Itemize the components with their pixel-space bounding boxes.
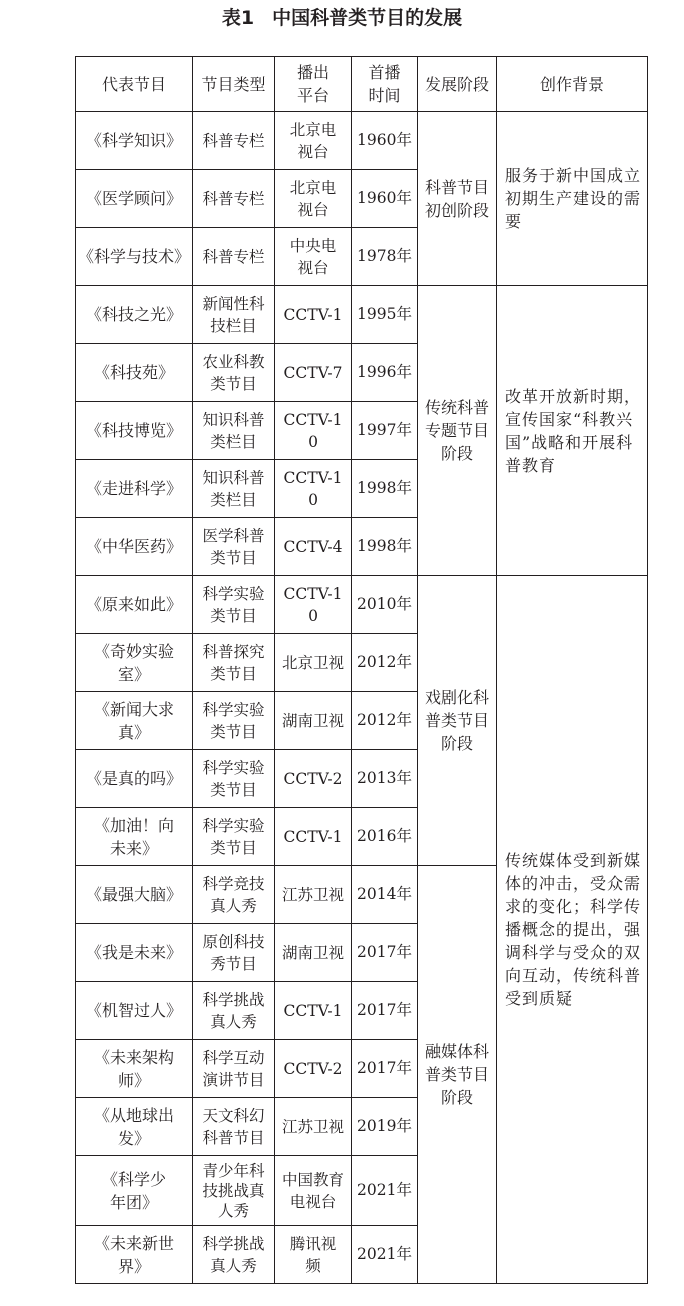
platform-cell: 中央电视台 bbox=[275, 228, 352, 286]
program-cell: 《科技之光》 bbox=[76, 286, 193, 344]
platform-cell: 湖南卫视 bbox=[275, 924, 352, 982]
program-cell: 《中华医药》 bbox=[76, 518, 193, 576]
type-cell: 青少年科技挑战真人秀 bbox=[193, 1156, 275, 1226]
platform-cell: CCTV-10 bbox=[275, 402, 352, 460]
background-cell: 改革开放新时期，宣传国家“科教兴国”战略和开展科普教育 bbox=[497, 286, 648, 576]
program-cell: 《科技博览》 bbox=[76, 402, 193, 460]
type-cell: 科普探究类节目 bbox=[193, 634, 275, 692]
background-cell: 传统媒体受到新媒体的冲击，受众需求的变化；科学传播概念的提出，强调科学与受众的双向互动，传统科普受到质疑 bbox=[497, 576, 648, 1284]
background-cell: 服务于新中国成立初期生产建设的需要 bbox=[497, 112, 648, 286]
type-cell: 科学竞技真人秀 bbox=[193, 866, 275, 924]
program-table bbox=[75, 56, 648, 1284]
year-cell: 1998年 bbox=[352, 460, 418, 518]
program-cell: 《科学知识》 bbox=[76, 112, 193, 170]
header-background: 创作背景 bbox=[497, 57, 648, 112]
program-cell: 《原来如此》 bbox=[76, 576, 193, 634]
program-cell: 《奇妙实验室》 bbox=[76, 634, 193, 692]
platform-cell: 江苏卫视 bbox=[275, 1098, 352, 1156]
header-program: 代表节目 bbox=[76, 57, 193, 112]
platform-cell: CCTV-7 bbox=[275, 344, 352, 402]
type-cell: 天文科幻科普节目 bbox=[193, 1098, 275, 1156]
year-cell: 2012年 bbox=[352, 692, 418, 750]
platform-cell: CCTV-10 bbox=[275, 460, 352, 518]
year-cell: 2017年 bbox=[352, 1040, 418, 1098]
year-cell: 2021年 bbox=[352, 1226, 418, 1284]
program-cell: 《未来架构师》 bbox=[76, 1040, 193, 1098]
program-cell: 《科学少年团》 bbox=[76, 1156, 193, 1226]
program-cell: 《科技苑》 bbox=[76, 344, 193, 402]
year-cell: 2021年 bbox=[352, 1156, 418, 1226]
platform-cell: 中国教育电视台 bbox=[275, 1156, 352, 1226]
program-cell: 《未来新世界》 bbox=[76, 1226, 193, 1284]
type-cell: 农业科教类节目 bbox=[193, 344, 275, 402]
type-cell: 知识科普类栏目 bbox=[193, 402, 275, 460]
header-year: 首播时间 bbox=[352, 57, 418, 112]
year-cell: 2019年 bbox=[352, 1098, 418, 1156]
type-cell: 原创科技秀节目 bbox=[193, 924, 275, 982]
year-cell: 2017年 bbox=[352, 982, 418, 1040]
platform-cell: CCTV-4 bbox=[275, 518, 352, 576]
type-cell: 科学互动演讲节目 bbox=[193, 1040, 275, 1098]
year-cell: 1978年 bbox=[352, 228, 418, 286]
year-cell: 1960年 bbox=[352, 112, 418, 170]
year-cell: 1996年 bbox=[352, 344, 418, 402]
program-cell: 《是真的吗》 bbox=[76, 750, 193, 808]
table-row bbox=[76, 576, 648, 634]
table-caption: 中国科普类节目的发展 bbox=[272, 7, 463, 29]
year-cell: 2016年 bbox=[352, 808, 418, 866]
program-cell: 《加油！向未来》 bbox=[76, 808, 193, 866]
header-platform: 播出平台 bbox=[275, 57, 352, 112]
type-cell: 科学实验类节目 bbox=[193, 692, 275, 750]
type-cell: 新闻性科技栏目 bbox=[193, 286, 275, 344]
year-cell: 1995年 bbox=[352, 286, 418, 344]
platform-cell: 湖南卫视 bbox=[275, 692, 352, 750]
table-title bbox=[0, 6, 684, 30]
table-row bbox=[76, 286, 648, 344]
platform-cell: CCTV-2 bbox=[275, 1040, 352, 1098]
type-cell: 科普专栏 bbox=[193, 228, 275, 286]
program-cell: 《走进科学》 bbox=[76, 460, 193, 518]
program-cell: 《新闻大求真》 bbox=[76, 692, 193, 750]
platform-cell: 北京卫视 bbox=[275, 634, 352, 692]
program-cell: 《机智过人》 bbox=[76, 982, 193, 1040]
platform-cell: CCTV-1 bbox=[275, 808, 352, 866]
type-cell: 科学实验类节目 bbox=[193, 750, 275, 808]
program-cell: 《从地球出发》 bbox=[76, 1098, 193, 1156]
stage-cell: 传统科普专题节目阶段 bbox=[418, 286, 497, 576]
type-cell: 科学挑战真人秀 bbox=[193, 982, 275, 1040]
platform-cell: CCTV-10 bbox=[275, 576, 352, 634]
table-row bbox=[76, 112, 648, 170]
year-cell: 1960年 bbox=[352, 170, 418, 228]
type-cell: 知识科普类栏目 bbox=[193, 460, 275, 518]
program-cell: 《最强大脑》 bbox=[76, 866, 193, 924]
type-cell: 科学挑战真人秀 bbox=[193, 1226, 275, 1284]
platform-cell: 北京电视台 bbox=[275, 112, 352, 170]
header-stage: 发展阶段 bbox=[418, 57, 497, 112]
program-cell: 《我是未来》 bbox=[76, 924, 193, 982]
type-cell: 科普专栏 bbox=[193, 170, 275, 228]
platform-cell: CCTV-1 bbox=[275, 982, 352, 1040]
year-cell: 2012年 bbox=[352, 634, 418, 692]
year-cell: 1998年 bbox=[352, 518, 418, 576]
platform-cell: 腾讯视频 bbox=[275, 1226, 352, 1284]
type-cell: 科学实验类节目 bbox=[193, 808, 275, 866]
year-cell: 2013年 bbox=[352, 750, 418, 808]
program-cell: 《科学与技术》 bbox=[76, 228, 193, 286]
header-type: 节目类型 bbox=[193, 57, 275, 112]
header-row bbox=[76, 57, 648, 112]
year-cell: 2014年 bbox=[352, 866, 418, 924]
type-cell: 医学科普类节目 bbox=[193, 518, 275, 576]
type-cell: 科学实验类节目 bbox=[193, 576, 275, 634]
platform-cell: CCTV-2 bbox=[275, 750, 352, 808]
year-cell: 2010年 bbox=[352, 576, 418, 634]
year-cell: 2017年 bbox=[352, 924, 418, 982]
platform-cell: 江苏卫视 bbox=[275, 866, 352, 924]
year-cell: 1997年 bbox=[352, 402, 418, 460]
platform-cell: 北京电视台 bbox=[275, 170, 352, 228]
program-cell: 《医学顾问》 bbox=[76, 170, 193, 228]
stage-cell: 融媒体科普类节目阶段 bbox=[418, 866, 497, 1284]
stage-cell: 科普节目初创阶段 bbox=[418, 112, 497, 286]
platform-cell: CCTV-1 bbox=[275, 286, 352, 344]
table-number: 表1 bbox=[221, 7, 255, 29]
type-cell: 科普专栏 bbox=[193, 112, 275, 170]
stage-cell: 戏剧化科普类节目阶段 bbox=[418, 576, 497, 866]
